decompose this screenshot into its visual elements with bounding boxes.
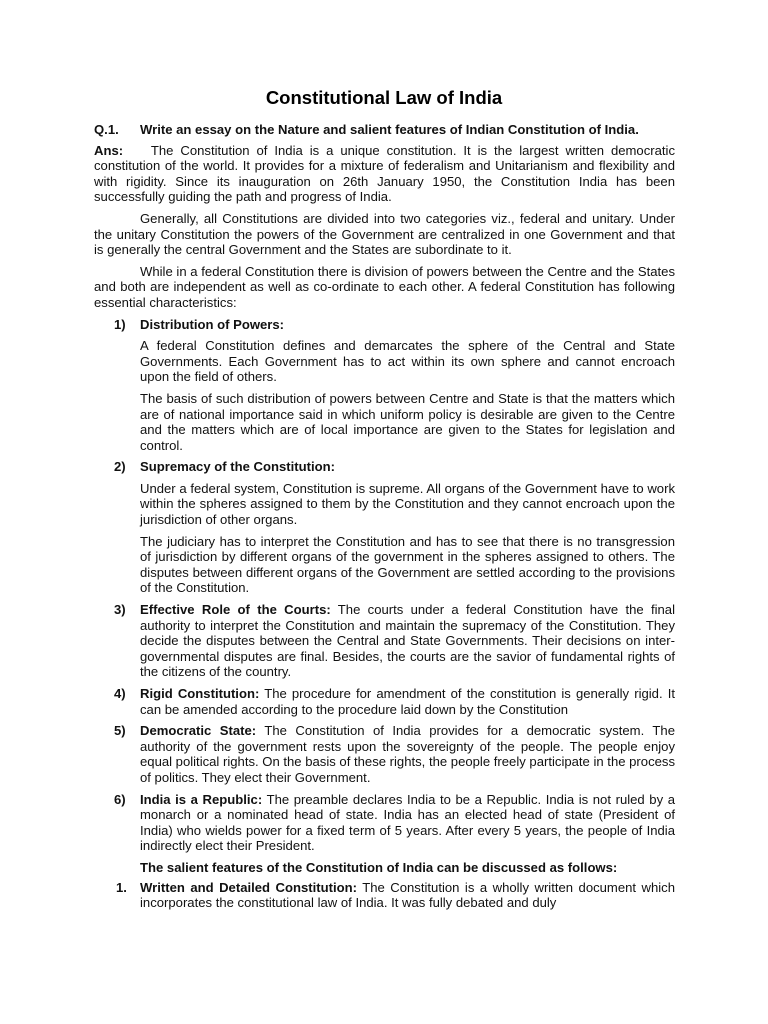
- item-number: 5): [114, 723, 126, 739]
- page-title: Constitutional Law of India: [265, 87, 503, 108]
- item-heading: Distribution of Powers:: [140, 316, 285, 332]
- item-paragraph: The judiciary has to interpret the Constitution and has to see that there is no transgression of jurisdiction by different organs of the government in the spheres assigned to others. The disputes between different organs of the Government are settled according to the provisions of the Constitution.: [140, 533, 675, 596]
- characteristic-item: [94, 723, 675, 785]
- document-body: [94, 122, 675, 917]
- item-text: The courts under a federal Constitution have the final authority to interpret the Constitution and maintain the supremacy of the Constitution. They decide the disputes between the Central and State Governments. Their decisions on inter-governmental disputes are final. Besides, the courts are the savior of fundamental rights of the citizens of the country.: [140, 602, 676, 680]
- item-heading: Written and Detailed Constitution:: [140, 879, 357, 895]
- item-heading: Democratic State:: [140, 723, 257, 739]
- item-heading: Rigid Constitution:: [140, 686, 260, 701]
- salient-feature-item: [94, 880, 675, 911]
- item-paragraph: The basis of such distribution of powers between Centre and State is that the matters which are of national importance said in which uniform policy is desirable are given to the Centre and the matters which are of local importance are given to the States for legislation and control.: [140, 390, 675, 453]
- item-number: 1): [114, 316, 126, 332]
- item-paragraph: A federal Constitution defines and demarcates the sphere of the Central and State Governments. Each Government has to act within its own sphere and cannot encroach upon the field of others.: [140, 338, 675, 385]
- answer-intro-text: The Constitution of India is a unique constitution. It is the largest written democratic constitution of the world. It provides for a mixture of federalism and Unitarianism and flexibility and with rigidity. Since its inauguration on 26th January 1950, the Constitution India has been successfully guiding the path and progress of India.: [94, 142, 675, 205]
- answer-label: Ans:: [94, 142, 124, 158]
- item-paragraph: Under a federal system, Constitution is supreme. All organs of the Government have to work within the spheres assigned to them by the Constitution and they cannot encroach upon the jurisdiction of other organs.: [140, 480, 675, 528]
- item-text: The Constitution of India provides for a democratic system. The authority of the government rests upon the sovereignty of the people. The people enjoy equal political rights. On the basis of these rights, the people freely participate in the process of politics. They elect their Government.: [140, 723, 675, 785]
- question-number: Q.1.: [94, 122, 119, 137]
- item-number: 3): [114, 602, 126, 618]
- characteristic-item: [94, 686, 675, 717]
- item-heading: Effective Role of the Courts:: [140, 602, 331, 618]
- item-number: 2): [114, 459, 126, 475]
- characteristic-item: [94, 459, 675, 475]
- answer-intro-paragraph: [94, 143, 675, 205]
- characteristic-item: [94, 792, 675, 854]
- question-text: Write an essay on the Nature and salient features of Indian Constitution of India.: [140, 122, 639, 137]
- paragraph-constitution-categories: Generally, all Constitutions are divided into two categories viz., federal and unitary. Under the unitary Constitution the powers of the Government are centralized in one Government and that is generally the central Government and the States are subordinate to it.: [94, 210, 675, 258]
- item-text: The procedure for amendment of the constitution is generally rigid. It can be amended according to the procedure laid down by the Constitution: [140, 686, 676, 717]
- item-number: 1.: [116, 879, 127, 895]
- salient-features-heading: The salient features of the Constitution of India can be discussed as follows:: [140, 859, 618, 875]
- characteristic-item: [94, 602, 675, 680]
- item-text: The preamble declares India to be a Republic. India is not ruled by a monarch or a nominated head of state. India has an elected head of state (President of India) who wields power for a fixed term of 5 years. After every 5 years, the people of India indirectly elect their President.: [140, 791, 675, 854]
- item-number: 6): [114, 791, 126, 807]
- characteristic-item: [94, 317, 675, 333]
- paragraph-federal-characteristics: While in a federal Constitution there is division of powers between the Centre and the States and both are independent as well as co-ordinate to each other. A federal Constitution has following essential characteristics:: [94, 263, 675, 310]
- item-number: 4): [114, 686, 126, 701]
- item-heading: India is a Republic:: [140, 791, 263, 807]
- item-heading: Supremacy of the Constitution:: [140, 459, 335, 475]
- question-block: [94, 122, 675, 138]
- item-text: The Constitution is a wholly written document which incorporates the constitutional law of India. It was fully debated and duly: [140, 879, 675, 911]
